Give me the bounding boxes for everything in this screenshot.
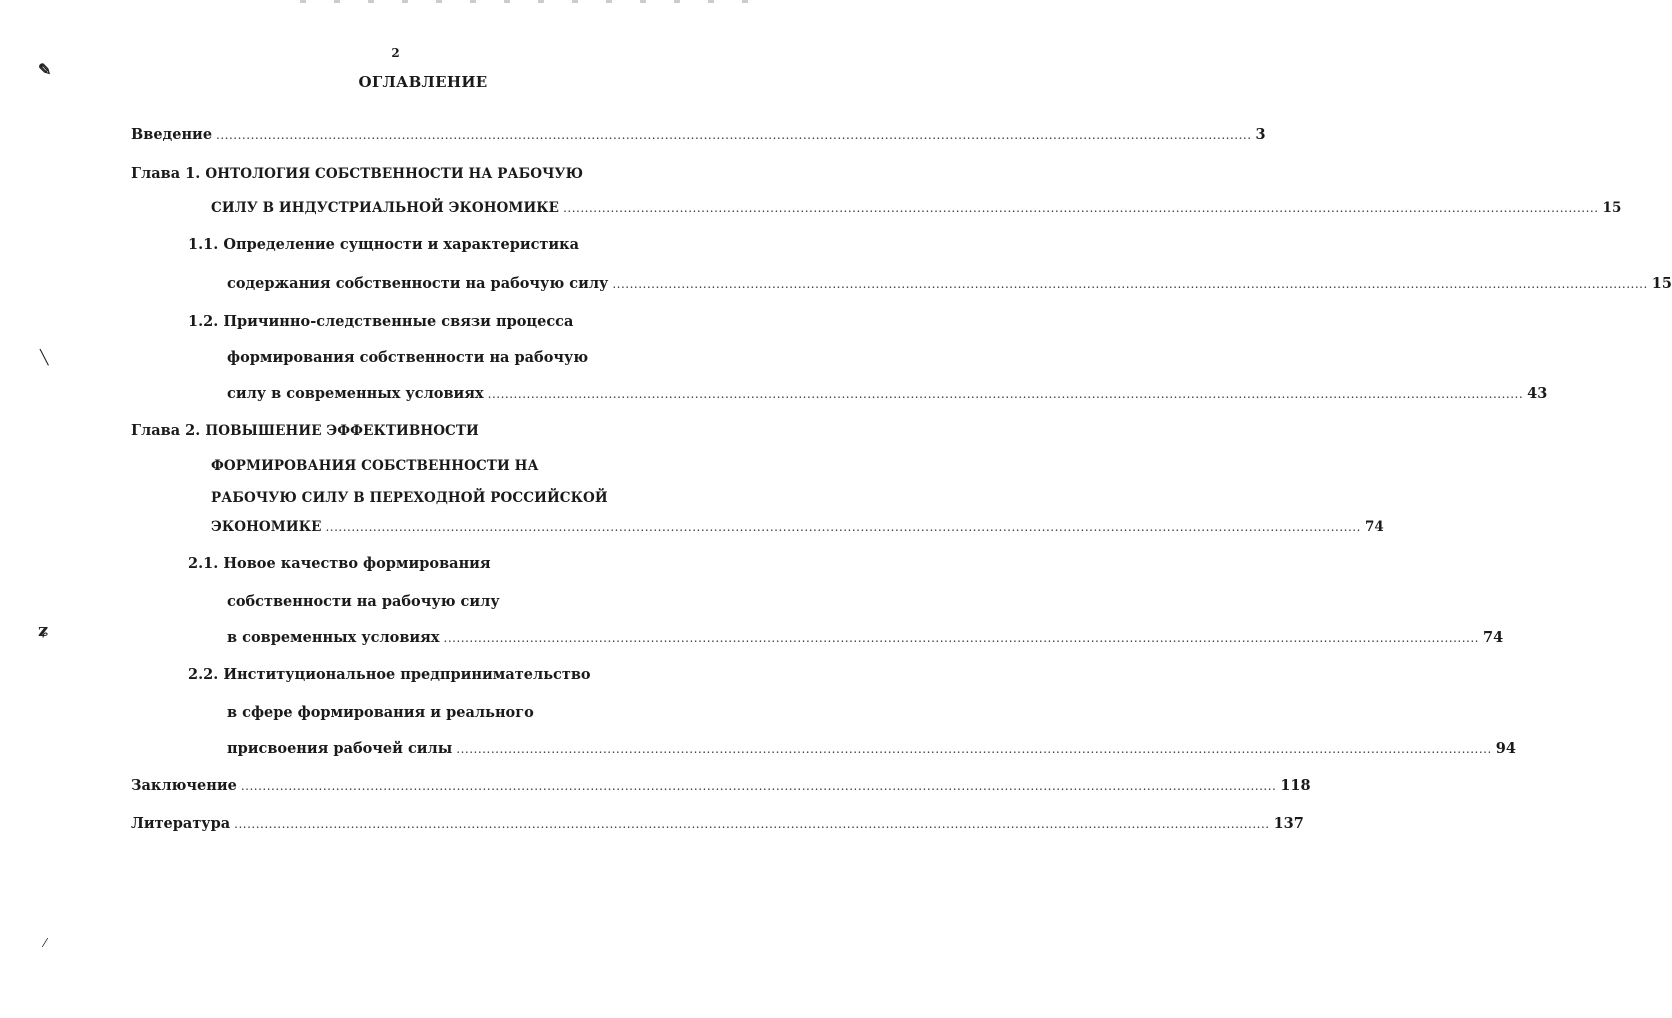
section-title-cont: в сфере формирования и реального <box>227 704 534 721</box>
toc-section-2-2-line2 <box>227 702 534 724</box>
toc-page-number: 15 <box>1651 275 1672 292</box>
toc-page-number: 43 <box>1527 385 1548 402</box>
page-title: ОГЛАВЛЕНИЕ <box>358 73 488 91</box>
toc-page-number: 94 <box>1495 740 1516 757</box>
chapter-prefix: Глава 1. <box>131 165 201 182</box>
toc-entry-conclusion[interactable] <box>131 775 1311 797</box>
section-number: 1.1. <box>188 236 219 253</box>
margin-slash-icon: ⁄ <box>44 936 47 950</box>
section-number: 1.2. <box>188 313 219 330</box>
section-title: Определение сущности и характеристика <box>223 236 580 253</box>
dot-leader: ................................................................................................................................................................................................................................................ <box>456 742 1492 756</box>
toc-page-number: 137 <box>1273 815 1304 832</box>
toc-page-number: 74 <box>1364 519 1384 535</box>
toc-chapter-2-line2 <box>211 455 539 477</box>
section-title: Причинно-следственные связи процесса <box>223 313 574 330</box>
chapter-title-cont: СИЛУ В ИНДУСТРИАЛЬНОЙ ЭКОНОМИКЕ <box>211 200 560 216</box>
section-title-cont: в современных условиях <box>227 629 440 646</box>
dot-leader: ................................................................................................................................................................................................................................................ <box>216 128 1252 142</box>
toc-page-number: 15 <box>1602 200 1622 216</box>
section-title-cont: содержания собственности на рабочую силу <box>227 275 609 292</box>
dot-leader: ................................................................................................................................................................................................................................................ <box>443 631 1479 645</box>
section-title: Новое качество формирования <box>223 555 491 572</box>
toc-page-number: 118 <box>1280 777 1311 794</box>
section-title: Институциональное предпринимательство <box>223 666 591 683</box>
toc-page-number: 74 <box>1483 629 1504 646</box>
toc-label: Введение <box>131 126 213 143</box>
chapter-title-cont: РАБОЧУЮ СИЛУ В ПЕРЕХОДНОЙ РОССИЙСКОЙ <box>211 490 608 506</box>
toc-section-1-1-line2[interactable] <box>227 273 1672 295</box>
chapter-title: ПОВЫШЕНИЕ ЭФФЕКТИВНОСТИ <box>205 423 479 439</box>
toc-section-2-1-line2 <box>227 591 500 613</box>
dot-leader: ................................................................................................................................................................................................................................................ <box>487 387 1524 401</box>
scan-artifact-top <box>300 0 750 3</box>
toc-chapter-2-line4[interactable] <box>211 516 1384 538</box>
chapter-title-cont: ЭКОНОМИКЕ <box>211 519 322 535</box>
chapter-title: ОНТОЛОГИЯ СОБСТВЕННОСТИ НА РАБОЧУЮ <box>205 166 584 182</box>
toc-section-2-2-line3[interactable] <box>227 738 1516 760</box>
section-title-cont: собственности на рабочую силу <box>227 593 500 610</box>
toc-section-1-2[interactable] <box>188 311 573 333</box>
margin-mark-icon: ✎ <box>38 60 52 79</box>
section-title-cont: присвоения рабочей силы <box>227 740 453 757</box>
toc-entry-literature[interactable] <box>131 813 1304 835</box>
section-title-cont: формирования собственности на рабочую <box>227 349 589 366</box>
toc-chapter-2-line3 <box>211 487 608 509</box>
toc-section-2-2[interactable] <box>188 664 591 686</box>
section-number: 2.2. <box>188 666 219 683</box>
toc-chapter-1-line2[interactable] <box>211 197 1622 219</box>
dot-leader: ................................................................................................................................................................................................................................................ <box>325 520 1361 534</box>
dot-leader: ................................................................................................................................................................................................................................................ <box>240 779 1277 793</box>
dot-leader: ................................................................................................................................................................................................................................................ <box>234 817 1270 831</box>
toc-section-2-1[interactable] <box>188 553 491 575</box>
toc-chapter-2-heading[interactable] <box>131 420 479 442</box>
toc-section-1-1[interactable] <box>188 234 579 256</box>
section-number: 2.1. <box>188 555 219 572</box>
dot-leader: ................................................................................................................................................................................................................................................ <box>563 201 1599 215</box>
toc-entry-introduction[interactable] <box>131 124 1266 146</box>
toc-section-2-1-line3[interactable] <box>227 627 1504 649</box>
section-title-cont: силу в современных условиях <box>227 385 484 402</box>
chapter-prefix: Глава 2. <box>131 422 201 439</box>
margin-hook-icon: ʑ <box>38 620 49 641</box>
toc-label: Заключение <box>131 777 237 794</box>
dot-leader: ................................................................................................................................................................................................................................................ <box>612 277 1648 291</box>
toc-label: Литература <box>131 815 231 832</box>
toc-section-1-2-line3[interactable] <box>227 383 1548 405</box>
toc-section-1-2-line2 <box>227 347 588 369</box>
toc-chapter-1-heading[interactable] <box>131 163 583 185</box>
margin-tick-icon: ╲ <box>40 350 49 366</box>
toc-page-number: 3 <box>1255 126 1266 143</box>
page-number: 2 <box>391 46 400 60</box>
chapter-title-cont: ФОРМИРОВАНИЯ СОБСТВЕННОСТИ НА <box>211 458 539 474</box>
